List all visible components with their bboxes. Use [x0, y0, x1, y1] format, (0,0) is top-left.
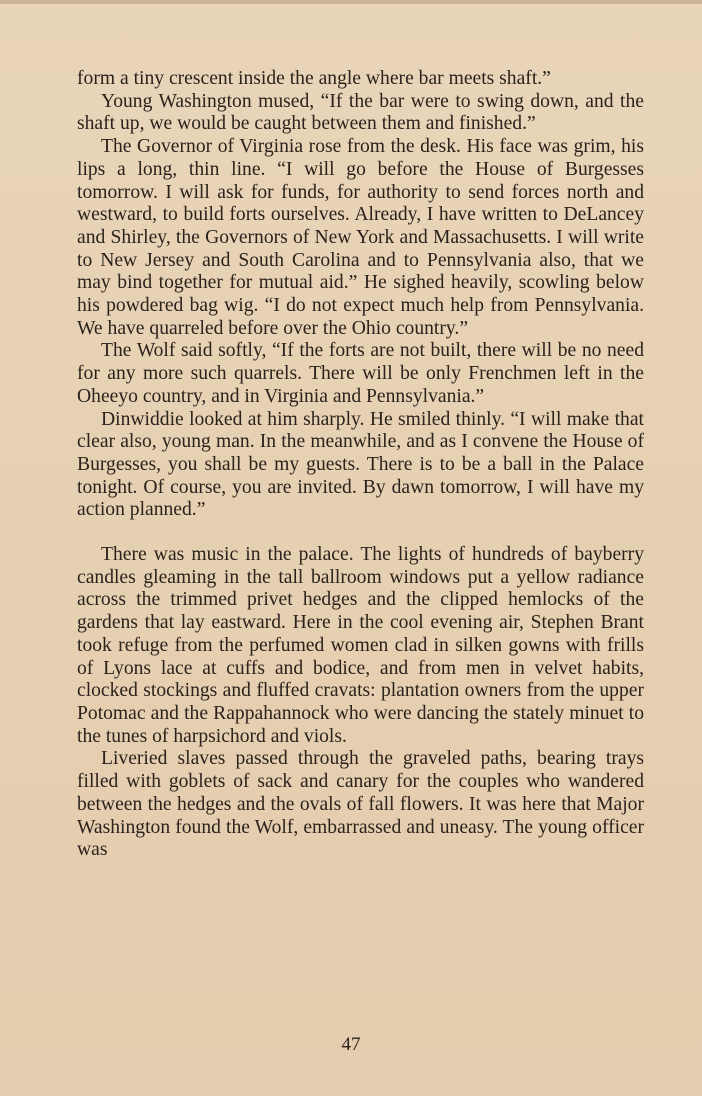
paragraph: Liveried slaves passed through the graveled paths, bearing trays filled with goblets of sack and canary for the couples who wandered between the hedges and the ovals of fall flowers. It was here that Major Washington found the Wolf, embarrassed and uneasy. The young officer was [77, 748, 644, 861]
paragraph: Young Washington mused, “If the bar were to swing down, and the shaft up, we would be caught between them and finished.” [77, 90, 644, 135]
page-top-edge [0, 0, 702, 4]
paragraph: The Wolf said softly, “If the forts are not built, there will be no need for any more such quarrels. There will be only Frenchmen left in the Oheeyo country, and in Virginia and Pennsylvania.” [77, 340, 644, 407]
paragraph-continuation: form a tiny crescent inside the angle where bar meets shaft.” [77, 68, 551, 89]
paragraph: The Governor of Virginia rose from the desk. His face was grim, his lips a long, thin line. “I will go before the House of Burgesses tomorrow. I will ask for funds, for authority to send forces north and westward, to build forts ourselves. Already, I have written to DeLancey and Shirley, the Governors of New York and Massachusetts. I will write to New Jersey and South Carolina and to Pennsylvania also, that we may bind together for mutual aid.” He sighed heavily, scowling below his powdered bag wig. “I do not expect much help from Pennsylvania. We have quarreled before over the Ohio country.” [77, 136, 644, 339]
paragraph-section-start: There was music in the palace. The lights of hundreds of bayberry candles gleaming in the tall ballroom windows put a yellow radiance across the trimmed privet hedges and the clipped hemlocks of the gardens that lay eastward. Here in the cool evening air, Stephen Brant took refuge from the perfumed women clad in silken gowns with frills of Lyons lace at cuffs and bodice, and from men in velvet habits, clocked stockings and fluffed cravats: plantation owners from the upper Potomac and the Rappahannock who were dancing the stately minuet to the tunes of harpsichord and viols. [77, 544, 644, 747]
page-number: 47 [341, 1034, 361, 1055]
paragraph: Dinwiddie looked at him sharply. He smiled thinly. “I will make that clear also, young man. In the meanwhile, and as I convene the House of Burgesses, you shall be my guests. There is to be a ball in the Palace tonight. Of course, you are invited. By dawn tomorrow, I will have my action planned.” [77, 408, 644, 521]
body-text [77, 68, 644, 862]
